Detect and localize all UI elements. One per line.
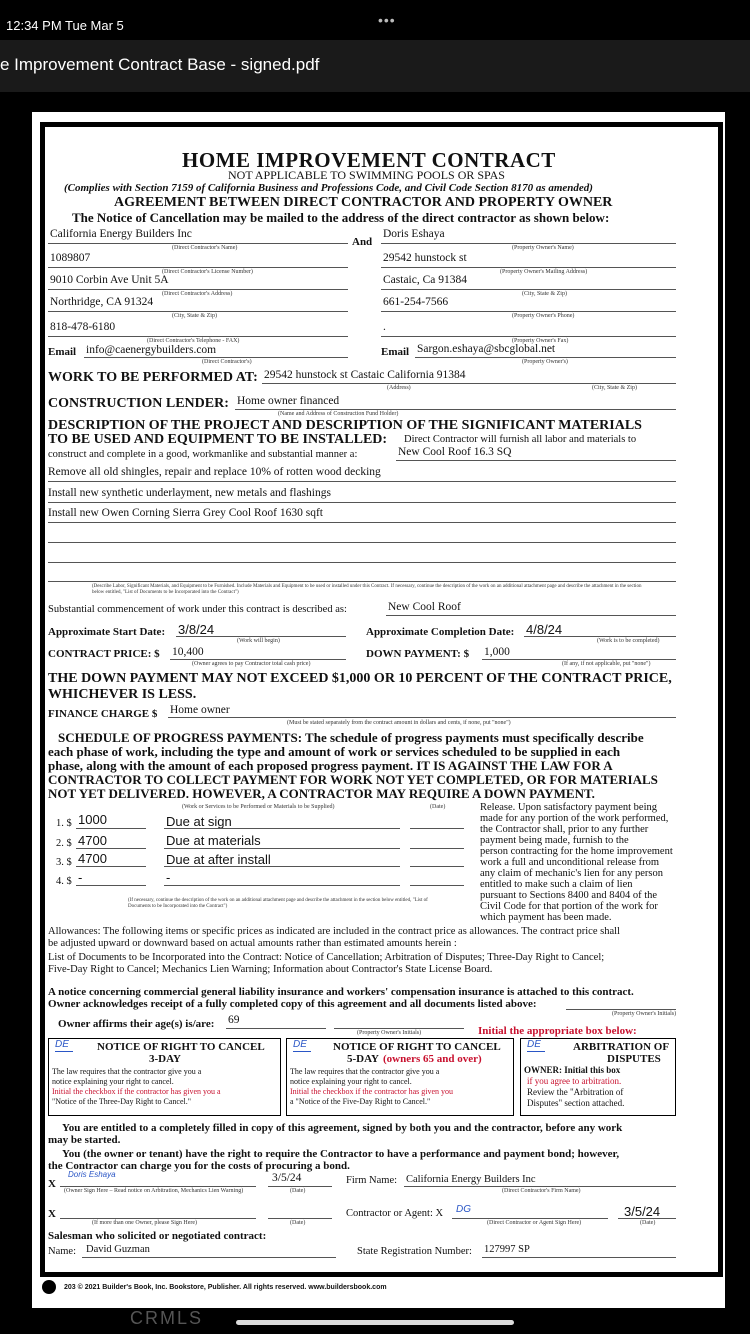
payment-amount: -: [78, 870, 83, 885]
builders-book-logo-icon: [42, 1280, 56, 1294]
arbitration-box[interactable]: DE ARBITRATION OF DISPUTES OWNER: Initial this box if you agree to arbitration. Review the "Arbitration of Disputes" section attached.: [520, 1038, 676, 1116]
contract-price: 10,400: [172, 646, 204, 658]
payment-amount: 1000: [78, 812, 107, 827]
contractor-address: 9010 Corbin Ave Unit 5A: [50, 274, 169, 286]
description-value: New Cool Roof 16.3 SQ: [398, 446, 512, 458]
completion-date: 4/8/24: [526, 622, 563, 637]
owner-address: 29542 hunstock st: [383, 252, 467, 264]
scope-line-3: Install new Owen Corning Sierra Grey Cool Roof 1630 sqft: [48, 507, 324, 519]
payment-description: -: [166, 870, 171, 885]
scope-line-1: Remove all old shingles, repair and replace 10% of rotten wood decking: [48, 466, 381, 478]
salesman-name: David Guzman: [86, 1244, 150, 1255]
documents-line-2: Five-Day Right to Cancel; Mechanics Lien Warning; Information about Contractor's State License Board.: [48, 964, 493, 975]
payment-description: Due at after install: [166, 852, 271, 867]
owner-name: Doris Eshaya: [383, 228, 445, 240]
owner-city: Castaic, Ca 91384: [383, 274, 467, 286]
payment-amount: 4700: [78, 851, 107, 866]
contractor-license: 1089807: [50, 252, 91, 264]
work-address: 29542 hunstock st Castaic California 91384: [264, 369, 466, 381]
insurance-line-2: Owner acknowledges receipt of a fully completed copy of this agreement and all documents listed above:: [48, 998, 537, 1010]
down-payment: 1,000: [484, 646, 510, 658]
contract-title: HOME IMPROVEMENT CONTRACT: [182, 148, 556, 172]
contractor-phone: 818-478-6180: [50, 321, 116, 333]
scope-line-2: Install new synthetic underlayment, new metals and flashings: [48, 487, 331, 499]
document-title-bar: [0, 40, 750, 92]
registration-number: 127997 SP: [484, 1244, 530, 1255]
initials-signature: DE: [527, 1039, 541, 1050]
contractor-name: California Energy Builders Inc: [50, 228, 192, 240]
home-indicator[interactable]: [236, 1320, 514, 1325]
allowances-line-1: Allowances: The following items or specific prices as indicated are included in the contract price as allowances. The contract price shall: [48, 926, 620, 937]
notice-heading: The Notice of Cancellation may be mailed to the address of the direct contractor as shown below:: [72, 210, 610, 225]
owner-sign-date: 3/5/24: [272, 1172, 302, 1184]
next-page-peek: CRMLS: [130, 1308, 204, 1328]
contractor-email: info@caenergybuilders.com: [86, 344, 217, 356]
not-applicable-note: NOT APPLICABLE TO SWIMMING POOLS OR SPAS: [228, 168, 505, 182]
payment-description: Due at materials: [166, 833, 261, 848]
finance-charge: Home owner: [170, 704, 230, 716]
owner-signature[interactable]: Doris Eshaya: [68, 1170, 116, 1179]
initial-box-instruction: Initial the appropriate box below:: [478, 1025, 637, 1037]
start-date: 3/8/24: [178, 622, 215, 637]
status-bar: [0, 0, 750, 40]
insurance-line-1: A notice concerning commercial general liability insurance and workers' compensation insurance is attached to this contract.: [48, 986, 634, 998]
three-day-cancel-box[interactable]: DE NOTICE OF RIGHT TO CANCEL 3-DAY The law requires that the contractor give you a notice explaining your right to cancel. Initial the checkbox if the contractor has given you a "Notice of the Three-Day Right to Cancel.": [48, 1038, 281, 1116]
lender-value: Home owner financed: [237, 395, 340, 407]
initials-signature: DE: [293, 1039, 307, 1050]
initials-signature: DE: [55, 1039, 69, 1050]
documents-line-1: List of Documents to be Incorporated into the Contract: Notice of Cancellation; Arbitration of Disputes; Three-Day Right to Cancel;: [48, 952, 605, 963]
five-day-cancel-box[interactable]: DE NOTICE OF RIGHT TO CANCEL 5-DAY (owners 65 and over) The law requires that the contractor give you a notice explaining your right to cancel. Initial the checkbox if the contractor has given you a "Notice of the Five-Day Right to Cancel.": [286, 1038, 514, 1116]
contractor-city: Northridge, CA 91324: [50, 296, 154, 308]
payment-amount: 4700: [78, 833, 107, 848]
pdf-page[interactable]: HOME IMPROVEMENT CONTRACT NOT APPLICABLE TO SWIMMING POOLS OR SPAS (Complies with Section 7159 of California Business and Professions Code, and Civil Code Section 8170 as amended) AGREEMENT BETWEEN DIRECT CONTRACTOR AND PROPERTY OWNER The Notice of Cancellation may be mailed to the address of the direct contractor as shown below: California Energy Builders Inc (Direct Contractor's Name) And 1089807 (Direct Contractor's License Number) 9010 Corbin Ave Unit 5A (Direct Contractor's Address) Northridge, CA 91324 (City, State & Zip) 818-478-6180 (Direct Contractor's Telephone - FAX) Email info@caenergybuilders.com (Direct Contractor's) Doris Eshaya (Property Owner's Name) 29542 hunstock st (Property Owner's Mailing Address) Castaic, Ca 91384 (City, State & Zip) 661-254-7566 (Property Owner's Phone) . (Property Owner's Fax) Email Sargon.eshaya@sbcglobal.net (Property Owner's) WORK TO BE PERFORMED AT: 29542 hunstock st Castaic California 91384 (Address) (City, State & Zip) CONSTRUCTION LENDER: Home owner financed (Name and Address of Construction Fund Holder) DESCRIPTION OF THE PROJECT AND DESCRIPTION OF THE SIGNIFICANT MATERIALS TO BE USED AND EQUIPMENT TO BE INSTALLED: Direct Contractor will furnish all labor and materials to construct and complete in a good, workmanlike and substantial manner a: New Cool Roof 16.3 SQ Remove all old shingles, repair and replace 10% of rotten wood decking Install new synthetic underlayment, new metals and flashings Install new Owen Corning Sierra Grey Cool Roof 1630 sqft (Describe Labor, Significant Materials, and Equipment to be Furnished. Include Materials and Equipment to be used or installed under this Contract. If necessary, continue the description of the work on an additional attachment page and describe the attachment in the section below entitled, "List of Documents to be Incorporated into the Contract") Substantial commencement of work under this contract is described as: New Cool Roof Approximate Start Date: 3/8/24 (Work will begin) Approximate Completion Date: 4/8/24 (Work is to be completed) CONTRACT PRICE: $ 10,400 (Owner agrees to pay Contractor total cash price) DOWN PAYMENT: $ 1,000 (If any, if not applicable, put "none") THE DOWN PAYMENT MAY NOT EXCEED $1,000 OR 10 PERCENT OF THE CONTRACT PRICE, WHICHEVER IS LESS. FINANCE CHARGE $ Home owner (Must be stated separately from the contract amount in dollars and cents, if none, put "none") SCHEDULE OF PROGRESS PAYMENTS: The schedule of progress payments must specifically describe each phase of work, including the type and amount of work or services scheduled to be supplied in each phase, along with the amount of each proposed progress payment. IT IS AGAINST THE LAW FOR A CONTRACTOR TO COLLECT PAYMENT FOR WORK NOT YET COMPLETED, OR FOR MATERIALS NOT YET DELIVERED. HOWEVER, A CONTRACTOR MAY REQUIRE A DOWN PAYMENT. (Work or Services to be Performed or Materials to be Supplied) (Date) 1. $ 1000 Due at sign 2. $ 4700 Due at materials 3. $ 4700 Due at after install 4. $ - - (If necessary, continue the description of the work on an additional attachment page and describe the attachment in the section below entitled, "List of Documents to be Incorporated into the Contract") Release. Upon satisfactory payment being made for any portion of the work performed, the Contractor shall, prior to any further payment being made, furnish to the person contracting for the home improvement work a full and unconditional release from any claim of mechanic's lien for any person entitled to make such a claim of lien pursuant to Sections 8400 and 8404 of the Civil Code for that portion of the work for which payment has been made. Allowances: The following items or specific prices as indicated are included in the contract price as allowances. The contract price shall be adjusted upward or downward based on actual amounts rather than estimated amounts herein : List of Documents to be Incorporated into the Contract: Notice of Cancellation; Arbitration of Disputes; Three-Day Right to Cancel; Five-Day Right to Cancel; Mechanics Lien Warning; Information about Contractor's State License Board. A notice concerning commercial general liability insurance and workers' compensation insurance is attached to this contract. Owner acknowledges receipt of a fully completed copy of this agreement and all documents listed above: (Property Owner's Initials) Owner affirms their age(s) is/are: 69 (Property Owner's Initials) Initial the appropriate box below: DE NOTICE OF RIGHT TO CANCEL 3-DAY The law requires that the contractor give you a notice explaining your right to cancel. Initial the checkbox if the contractor has given you a "Notice of the Three-Day Right to Cancel." DE NOTICE OF RIGHT TO CANCEL 5-DAY (owners 65 and over) The law requires that the contractor give you a notice explaining your right to cancel. Initial the checkbox if the contractor has given you a "Notice of the Five-Day Right to Cancel." DE ARBITRATION OF DISPUTES OWNER: Initial this box if you agree to arbitration. Review the "Arbitration of Disputes" section attached. You are entitled to a completely filled in copy of this agreement, signed by both you and the contractor, before any work may be started. You (the owner or tenant) have the right to require the Contractor to have a performance and payment bond; however, the Contractor can charge you for the costs of procuring a bond. X Doris Eshaya (Owner Sign Here – Read notice on Arbitration, Mechanics Lien Warning) 3/5/24 (Date) Firm Name: California Energy Builders Inc (Direct Contractor's Firm Name) X (If more than one Owner, please Sign Here) (Date) Contractor or Agent: X DG (Direct Contractor or Agent Sign Here) 3/5/24 (Date) Salesman who solicited or negotiated contract: Name: David Guzman State Registration Number: 127997 SP 203 © 2021 Builder's Book, Inc. Bookstore, Publisher. All rights reserved. www.buildersbook.com: [32, 112, 725, 1308]
multitasking-dots-icon[interactable]: •••: [378, 12, 396, 28]
document-title: e Improvement Contract Base - signed.pdf: [0, 55, 320, 74]
agreement-heading: AGREEMENT BETWEEN DIRECT CONTRACTOR AND PROPERTY OWNER: [114, 195, 613, 210]
complies-note: (Complies with Section 7159 of California Business and Professions Code, and Civil Code Section 8170 as amended): [64, 182, 593, 194]
payment-description: Due at sign: [166, 814, 232, 829]
owner-fax: .: [383, 321, 386, 333]
page-footer: 203 © 2021 Builder's Book, Inc. Bookstore, Publisher. All rights reserved. www.buildersbook.com: [42, 1280, 387, 1294]
firm-name: California Energy Builders Inc: [406, 1174, 536, 1185]
commencement-value: New Cool Roof: [388, 601, 461, 613]
agent-signature[interactable]: DG: [456, 1204, 471, 1215]
owner-email: Sargon.eshaya@sbcglobal.net: [417, 343, 556, 355]
and-label: And: [352, 236, 373, 248]
agent-sign-date: 3/5/24: [624, 1204, 661, 1219]
owner-phone: 661-254-7566: [383, 296, 449, 308]
status-time: 12:34 PM Tue Mar 5: [6, 18, 124, 33]
allowances-line-2: be adjusted upward or downward based on actual amounts rather than estimated amounts herein :: [48, 938, 457, 949]
scope-caption: (Describe Labor, Significant Materials, and Equipment to be Furnished. Include Materials and Equipment to be used or installed under this Contract. If necessary, continue the description of the work on an additional attachment page and describe the attachment in the section below entitled, "List of Documents to be Incorporated into the Contract"): [92, 584, 642, 595]
owner-age: 69: [228, 1014, 240, 1026]
